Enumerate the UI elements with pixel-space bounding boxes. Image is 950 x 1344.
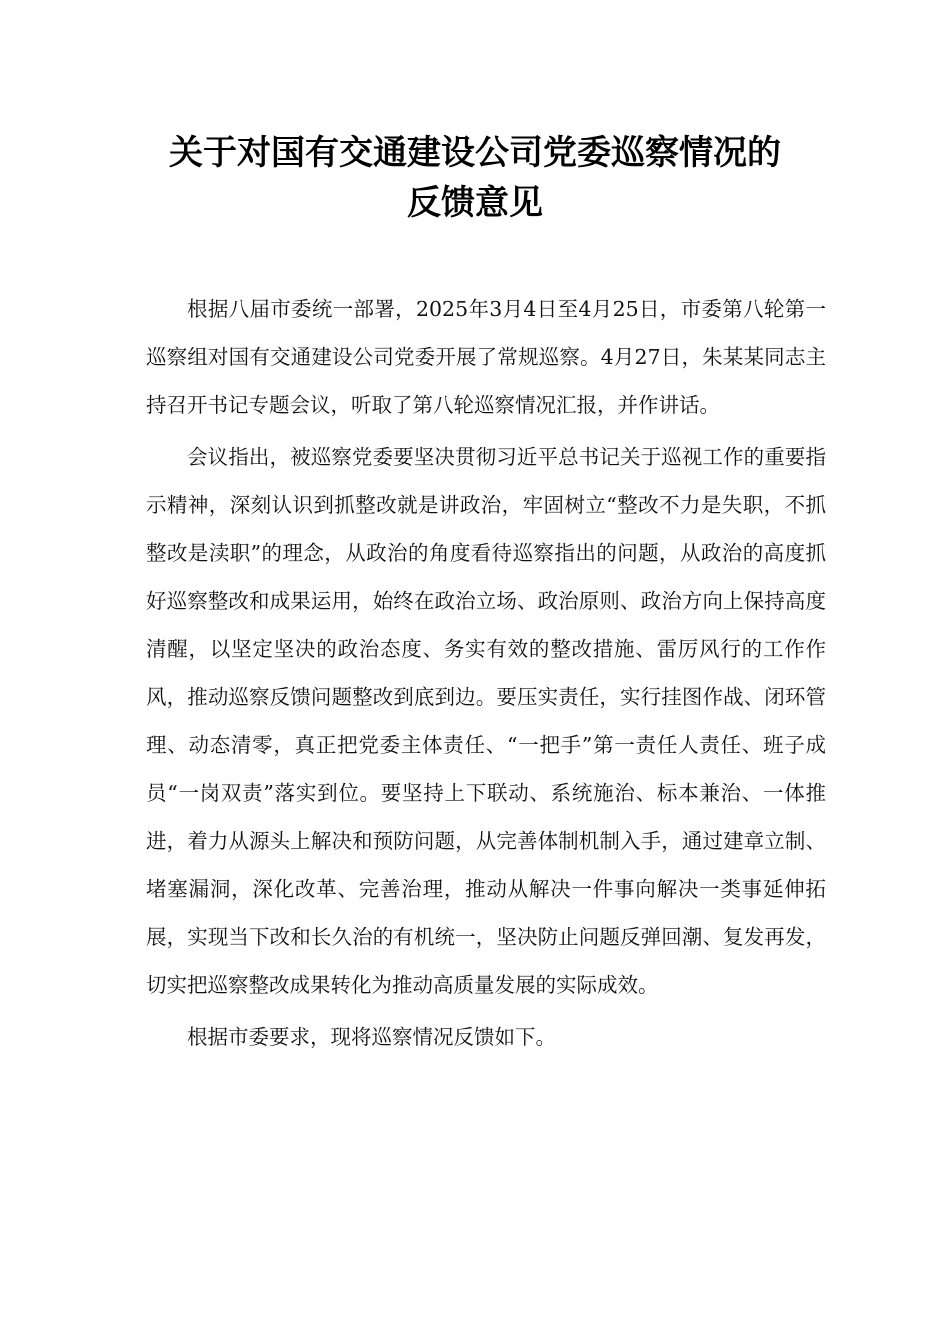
document-body [146,285,826,1061]
paragraph-2: 会议指出，被巡察党委要坚决贯彻习近平总书记关于巡视工作的重要指示精神，深刻认识到抓整改就是讲政治，牢固树立“整改不力是失职，不抓整改是渎职”的理念，从政治的角度看待巡察指出的问题，从政治的高度抓好巡察整改和成果运用，始终在政治立场、政治原则、政治方向上保持高度清醒，以坚定坚决的政治态度、务实有效的整改措施、雷厉风行的工作作风，推动巡察反馈问题整改到底到边。要压实责任，实行挂图作战、闭环管理、动态清零，真正把党委主体责任、“一把手”第一责任人责任、班子成员“一岗双责”落实到位。要坚持上下联动、系统施治、标本兼治、一体推进，着力从源头上解决和预防问题，从完善体制机制入手，通过建章立制、堵塞漏洞，深化改革、完善治理，推动从解决一件事向解决一类事延伸拓展，实现当下改和长久治的有机统一，坚决防止问题反弹回潮、复发再发，切实把巡察整改成果转化为推动高质量发展的实际成效。 [146,445,826,997]
document-title-line-1: 关于对国有交通建设公司党委巡察情况的 [169,133,781,173]
document-title-line-2: 反馈意见 [407,183,543,223]
paragraph-3: 根据市委要求，现将巡察情况反馈如下。 [187,1025,556,1049]
paragraph-1: 根据八届市委统一部署，2025年3月4日至4月25日，市委第八轮第一巡察组对国有交通建设公司党委开展了常规巡察。4月27日，朱某某同志主持召开书记专题会议，听取了第八轮巡察情况汇报，并作讲话。 [146,297,826,417]
